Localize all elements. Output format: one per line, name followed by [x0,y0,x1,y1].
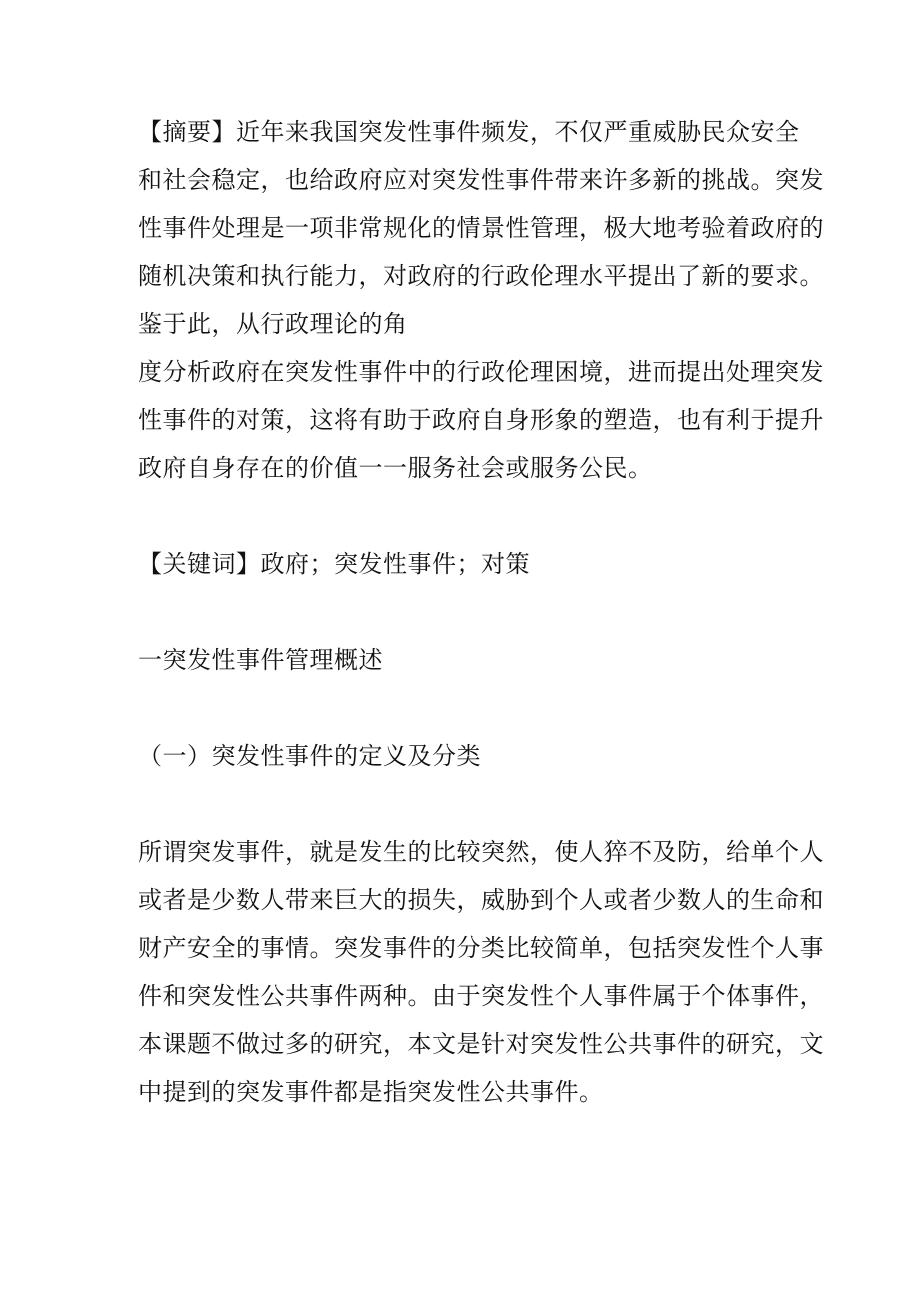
abstract-line: 政府自身存在的价值一一服务社会或服务公民。 [138,454,653,482]
body-line: 或者是少数人带来巨大的损失，威胁到个人或者少数人的生命和 [138,886,824,914]
subsection-heading: （一）突发性事件的定义及分类 [138,742,481,770]
abstract-line: 鉴于此，从行政理论的角 [138,310,408,338]
body-line: 所谓突发事件，就是发生的比较突然，使人猝不及防，给单个人 [138,838,824,866]
body-line: 财产安全的事情。突发事件的分类比较简单，包括突发性个人事 [138,934,824,962]
abstract-line: 随机决策和执行能力，对政府的行政伦理水平提出了新的要求。 [138,262,824,290]
abstract-line: 和社会稳定，也给政府应对突发性事件带来许多新的挑战。突发 [138,166,824,194]
abstract-line: 性事件处理是一项非常规化的情景性管理，极大地考验着政府的 [138,214,824,242]
abstract-line: 性事件的对策，这将有助于政府自身形象的塑造，也有利于提升 [138,406,824,434]
body-line: 本课题不做过多的研究，本文是针对突发性公共事件的研究，文 [138,1030,824,1058]
body-line: 中提到的突发事件都是指突发性公共事件。 [138,1078,604,1106]
abstract-line: 【摘要】近年来我国突发性事件频发，不仅严重威胁民众安全 [138,118,800,146]
abstract-line: 度分析政府在突发性事件中的行政伦理困境，进而提出处理突发 [138,358,824,386]
keywords-line: 【关键词】政府；突发性事件；对策 [138,550,530,578]
body-line: 件和突发性公共事件两种。由于突发性个人事件属于个体事件， [138,982,824,1010]
section-heading: 一突发性事件管理概述 [138,646,383,674]
